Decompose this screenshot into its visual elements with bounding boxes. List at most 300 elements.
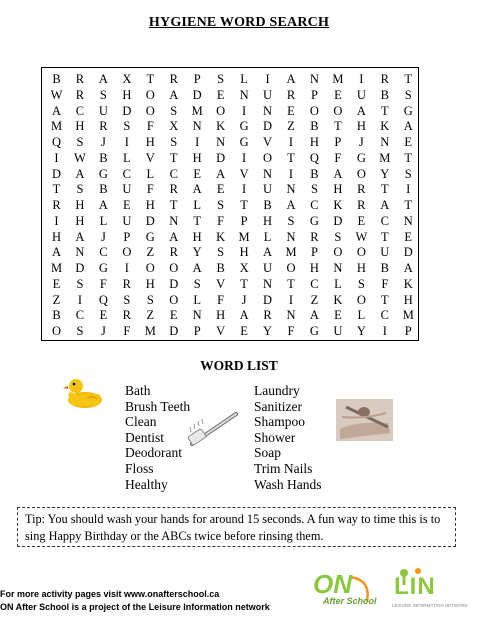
grid-letter: T [404,198,413,212]
grid-letter: U [122,182,132,197]
grid-letter: L [193,198,201,212]
word-list-item: Dentist [125,429,164,445]
grid-letter: O [216,103,226,118]
grid-letter: J [100,229,106,244]
grid-letter: A [286,198,296,212]
word-list-item: Floss [125,461,154,476]
grid-letter: I [288,166,294,181]
grid-letter: S [404,166,412,181]
word-list-item: Sanitizer [254,398,302,414]
grid-letter: T [380,182,389,197]
grid-letter: O [356,292,366,307]
grid-letter: U [263,182,273,197]
grid-letter: P [310,87,318,102]
grid-letter: U [122,213,132,228]
grid-letter: T [380,103,389,118]
grid-letter: H [145,198,155,212]
word-list-item: Shampoo [254,414,306,430]
grid-letter: V [216,276,226,291]
grid-letter: H [75,119,85,134]
grid-letter: T [404,150,413,165]
grid-letter: A [169,229,179,244]
grid-letter: L [357,308,366,323]
grid-letter: D [403,245,413,260]
grid-letter: T [380,229,389,244]
grid-letter: A [380,198,390,212]
grid-letter: N [333,261,343,275]
grid-letter: F [217,292,225,307]
grid-letter: S [217,245,225,260]
grid-letter: I [359,72,364,86]
grid-letter: A [239,308,249,323]
grid-letter: G [309,324,319,338]
grid-letter: N [169,213,179,228]
grid-letter: D [192,87,202,102]
grid-row [42,166,420,182]
grid-letter: O [169,261,179,275]
grid-letter: H [216,308,226,323]
grid-letter: U [98,103,108,118]
grid-letter: B [380,261,389,275]
grid-letter: H [356,119,366,134]
grid-letter: F [146,119,154,134]
grid-letter: I [406,182,411,197]
grid-letter: S [310,182,318,197]
toothbrush-icon [186,410,242,450]
word-list-item: Wash Hands [254,476,322,492]
grid-letter: M [144,324,156,338]
grid-letter: E [52,276,61,291]
grid-row [42,71,420,87]
grid-letter: C [99,245,108,260]
grid-letter: D [263,119,273,134]
grid-letter: K [333,198,343,212]
grid-letter: R [122,276,132,291]
word-list-title: WORD LIST [200,358,278,373]
tip-box [17,507,456,547]
grid-letter: E [99,308,108,323]
grid-letter: P [334,135,342,149]
grid-letter: A [216,166,226,181]
grid-letter: I [124,135,129,149]
grid-letter: A [51,245,62,260]
grid-letter: J [100,324,106,338]
grid-letter: E [216,182,225,197]
grid-letter: O [333,245,343,260]
grid-letter: B [99,150,108,165]
tip-text: Tip: You should wash your hands for around 15 seconds. A fun way to time this is to sing Happy Birthday or the ABCs twice before rinsing them. [25,512,441,543]
grid-letter: I [288,292,294,307]
grid-letter: O [145,261,155,275]
grid-letter: O [263,150,273,165]
footer-project-note: ON After School is a project of the Leisure Information network [0,602,270,612]
grid-row [42,197,420,213]
grid-letter: E [334,87,342,102]
grid-letter: A [75,229,85,244]
grid-letter: I [195,135,200,149]
grid-letter: S [193,276,201,291]
grid-row [42,87,420,103]
grid-letter: T [193,213,201,228]
rubber-duck-icon [63,376,105,410]
grid-letter: U [380,245,390,260]
grid-letter: S [99,87,107,102]
grid-letter: C [380,308,389,323]
grid-letter: H [75,198,85,212]
grid-letter: K [380,119,390,134]
grid-letter: N [75,245,85,260]
grid-letter: W [74,150,86,165]
grid-letter: P [123,229,131,244]
grid-letter: H [333,182,343,197]
grid-letter: L [334,276,342,291]
grid-letter: G [239,119,249,134]
grid-row [42,134,420,150]
grid-letter: J [241,292,247,307]
grid-letter: H [122,87,132,102]
grid-letter: Z [310,292,319,307]
grid-letter: L [99,213,108,228]
grid-letter: T [169,150,178,165]
word-list-item: Brush Teeth [125,398,191,414]
footer-website: For more activity pages visit www.onafterschool.ca [0,589,220,599]
grid-letter: H [192,229,202,244]
grid-letter: S [123,292,131,307]
grid-letter: I [288,135,294,149]
on-logo-subtext: After School [323,596,377,606]
grid-letter: R [357,182,366,197]
grid-letter: D [169,276,179,291]
grid-letter: L [146,166,155,181]
grid-letter: A [169,87,179,102]
grid-letter: R [310,229,319,244]
grid-letter: W [50,87,63,102]
grid-letter: Z [146,245,155,260]
grid-letter: M [50,261,63,275]
grid-letter: U [263,87,273,102]
grid-letter: H [356,261,366,275]
grid-letter: T [380,292,389,307]
grid-letter: V [145,150,155,165]
grid-letter: A [51,103,62,118]
grid-letter: P [310,245,318,260]
grid-letter: K [216,229,226,244]
lin-logo-text: LIN [394,573,436,600]
grid-letter: N [403,213,413,228]
grid-letter: V [239,166,249,181]
grid-letter: G [309,213,319,228]
grid-letter: O [145,103,155,118]
grid-letter: B [52,72,61,86]
grid-letter: O [309,103,319,118]
grid-letter: J [358,135,364,149]
grid-letter: A [98,72,108,86]
grid-letter: L [240,72,248,86]
grid-letter: F [381,276,389,291]
grid-letter: R [263,308,272,323]
grid-letter: U [356,87,366,102]
grid-letter: B [310,166,319,181]
grid-letter: G [356,150,366,165]
grid-letter: E [123,198,131,212]
grid-letter: N [263,276,273,291]
grid-letter: M [191,103,203,118]
grid-letter: L [123,150,131,165]
grid-row [42,260,420,276]
grid-letter: Y [263,324,273,338]
grid-letter: K [333,292,343,307]
grid-letter: M [379,150,391,165]
grid-letter: N [239,87,249,102]
grid-letter: F [99,276,107,291]
grid-letter: O [51,324,62,338]
nail-trim-icon [336,399,393,441]
grid-letter: J [100,135,106,149]
grid-letter: B [216,261,225,275]
grid-letter: T [240,276,248,291]
grid-letter: G [239,135,249,149]
grid-letter: E [404,135,413,149]
grid-letter: T [52,182,61,197]
grid-letter: N [192,308,202,323]
grid-letter: S [76,135,84,149]
grid-letter: A [333,166,343,181]
word-list-item: Shower [254,429,296,445]
grid-letter: S [76,276,84,291]
grid-letter: I [382,324,387,338]
grid-letter: H [145,276,155,291]
grid-letter: R [357,198,366,212]
grid-letter: A [403,261,413,275]
grid-letter: D [122,103,132,118]
grid-letter: X [122,72,132,86]
grid-letter: C [310,276,319,291]
grid-letter: Q [309,150,319,165]
grid-letter: D [51,166,62,181]
grid-letter: E [287,103,295,118]
grid-letter: G [98,166,108,181]
grid-letter: N [192,119,202,134]
grid-letter: F [146,182,154,197]
word-list-item: Laundry [254,383,300,398]
grid-row [42,213,420,229]
grid-letter: C [310,198,319,212]
grid-letter: B [263,198,272,212]
grid-letter: S [76,324,84,338]
grid-letter: A [98,198,108,212]
grid-letter: B [99,182,108,197]
grid-letter: S [170,135,178,149]
grid-letter: R [122,308,132,323]
grid-letter: E [357,213,366,228]
grid-letter: Q [51,135,62,149]
grid-letter: R [99,119,108,134]
grid-letter: A [263,245,273,260]
grid-letter: P [193,72,201,86]
grid-letter: V [263,135,273,149]
grid-letter: A [356,103,366,118]
grid-letter: I [54,213,59,228]
grid-letter: I [124,261,129,275]
grid-letter: M [285,245,297,260]
grid-letter: U [333,324,343,338]
lin-logo-subtext: LEISURE INFORMATION NETWORK [392,603,468,608]
grid-letter: C [380,213,389,228]
grid-row [42,276,420,292]
grid-row [42,244,420,260]
grid-row [42,150,420,166]
grid-letter: N [309,72,319,86]
grid-letter: H [51,229,62,244]
grid-row [42,292,420,308]
grid-row [42,181,420,197]
grid-letter: X [169,119,179,134]
grid-letter: U [263,261,273,275]
grid-letter: D [75,261,85,275]
grid-letter: Z [52,292,61,307]
grid-letter: K [403,276,413,291]
grid-letter: D [333,213,343,228]
grid-row [42,118,420,134]
grid-letter: S [217,198,225,212]
grid-letter: F [217,213,225,228]
grid-letter: H [263,213,273,228]
grid-letter: G [403,103,413,118]
grid-letter: H [75,213,85,228]
grid-letter: M [402,308,414,323]
word-search-grid [41,67,419,341]
grid-letter: L [263,229,272,244]
grid-letter: N [380,135,390,149]
grid-letter: A [192,182,202,197]
grid-letter: F [287,324,295,338]
grid-letter: Y [356,324,366,338]
grid-letter: S [170,103,178,118]
grid-letter: Q [98,292,108,307]
grid-letter: R [169,245,178,260]
grid-letter: T [334,119,342,134]
grid-letter: F [123,324,131,338]
grid-letter: H [309,261,319,275]
grid-letter: N [216,135,226,149]
grid-row [42,103,420,119]
page-title: HYGIENE WORD SEARCH [148,15,330,30]
grid-letter: E [216,87,225,102]
grid-letter: N [263,166,273,181]
grid-letter: Y [192,245,202,260]
grid-letter: O [356,166,366,181]
grid-letter: S [357,276,365,291]
grid-letter: R [75,87,85,102]
grid-letter: E [169,308,178,323]
grid-letter: P [240,213,248,228]
grid-letter: S [217,72,225,86]
grid-letter: H [145,135,155,149]
grid-letter: T [404,72,413,86]
grid-letter: S [287,213,295,228]
grid-letter: S [146,292,154,307]
grid-letter: T [146,72,155,86]
grid-letter: C [122,166,132,181]
grid-row [42,323,420,339]
grid-letter: O [169,292,179,307]
grid-letter: X [239,261,249,275]
on-logo-text: ON [313,569,352,599]
grid-letter: H [239,245,249,260]
grid-letter: M [238,229,250,244]
grid-letter: E [404,229,413,244]
grid-letter: T [169,198,178,212]
grid-letter: O [122,245,132,260]
grid-letter: N [263,103,273,118]
grid-letter: K [216,119,226,134]
grid-letter: I [265,72,270,86]
grid-letter: I [242,182,247,197]
grid-letter: T [240,198,248,212]
grid-row [42,229,420,245]
grid-letter: R [286,87,296,102]
grid-letter: T [287,276,295,291]
grid-letter: T [287,150,295,165]
grid-letter: A [286,72,296,86]
grid-letter: G [98,261,108,275]
grid-letter: H [403,292,413,307]
grid-letter: O [286,261,296,275]
word-list-item: Bath [125,383,151,398]
grid-letter: S [404,87,412,102]
grid-letter: D [145,213,155,228]
grid-letter: S [76,182,84,197]
grid-letter: A [75,166,85,181]
grid-letter: S [123,119,131,134]
grid-letter: D [263,292,273,307]
grid-letter: N [286,229,296,244]
grid-letter: S [334,229,342,244]
grid-letter: P [404,324,412,338]
grid-letter: E [240,324,248,338]
grid-letter: R [75,72,85,86]
grid-letter: L [193,292,201,307]
grid-letter: R [169,72,178,86]
grid-letter: E [334,308,342,323]
grid-letter: I [54,150,59,165]
grid-row [42,307,420,323]
grid-letter: O [145,87,155,102]
word-list-item: Deodorant [125,445,182,461]
grid-letter: I [242,103,247,118]
grid-letter: G [145,229,155,244]
grid-letter: M [332,72,344,86]
grid-letter: Z [287,119,295,134]
grid-letter: D [169,324,179,338]
grid-letter: V [216,324,226,338]
grid-letter: D [216,150,226,165]
grid-letter: W [355,229,368,244]
grid-letter: A [403,119,413,134]
grid-letter: Y [380,166,390,181]
grid-letter: C [75,103,85,118]
word-list-item: Trim Nails [254,461,313,476]
grid-letter: H [309,135,319,149]
grid-letter: H [192,150,202,165]
word-list-item: Healthy [125,476,168,492]
grid-letter: B [52,308,61,323]
grid-letter: P [193,324,201,338]
grid-letter: A [309,308,319,323]
grid-letter: N [286,308,296,323]
grid-letter: R [52,198,61,212]
grid-letter: I [242,150,247,165]
